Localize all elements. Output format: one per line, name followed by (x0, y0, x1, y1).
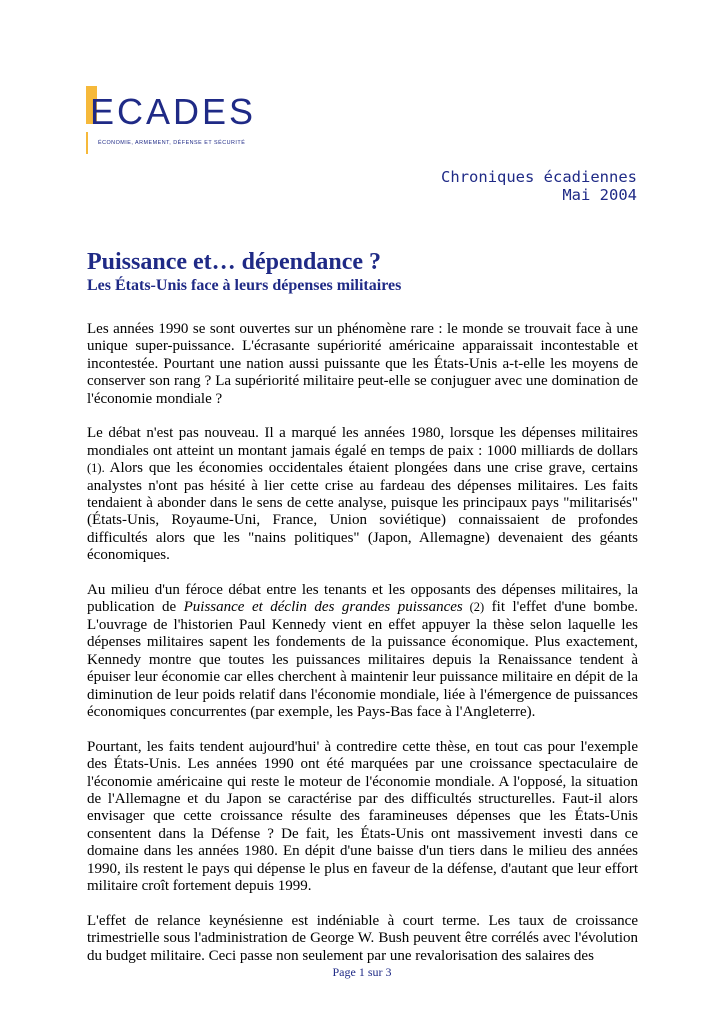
chronicle-date: Mai 2004 (562, 186, 637, 204)
paragraph-4: Pourtant, les faits tendent aujourd'hui' à contredire cette thèse, en tout cas pour l'exemple des États-Unis. Les années 1990 ont été marquées par une croissance spectaculaire de l'économie américaine qui reste le moteur de l'économie mondiale. A l'opposé, la situation de l'Allemagne et du Japon se caractérise par des difficultés structurelles. Faut-il alors envisager que cette croissance résulte des faramineuses dépenses que les États-Unis consentent dans la Défense ? De fait, les États-Unis ont massivement investi dans ce domaine dans les années 1980. En dépit d'une baisse d'un tiers dans le milieu des années 1990, ils restent le pays qui dépense le plus en faveur de la défense, d'autant que leur effort militaire croît fortement depuis 1999. (87, 738, 638, 894)
footnote-ref-1: (1). (87, 461, 105, 476)
paragraph-1: Les années 1990 se sont ouvertes sur un phénomène rare : le monde se trouvait face à une unique super-puissance. L'écrasante supériorité américaine apparaissait incontestable et incontestée. Pourtant une nation aussi puissante que les États-Unis a-t-elle les moyens de conserver son rang ? La supériorité militaire peut-elle se conjuguer avec une domination de l'économie mondiale ? (87, 321, 638, 407)
book-title: Puissance et déclin des grandes puissances (183, 599, 463, 616)
paragraph-3 (87, 582, 638, 721)
paragraph-2-text-b: Alors que les économies occidentales étaient plongées dans une crise grave, certains analystes n'ont pas hésité à lier cette crise au fardeau des dépenses militaires. Les faits tendaient à abonder dans le sens de cette analyse, puisque les principaux pays "militarisés" (États-Unis, Royaume-Uni, France, Union soviétique) connaissaient de profondes difficultés alors que les "nains politiques" (Japon, Allemagne) devenaient des géants économiques. (87, 460, 638, 564)
logo-wordmark: ECADES (90, 91, 257, 132)
article-subtitle: Les États-Unis face à leurs dépenses militaires (87, 277, 402, 294)
paragraph-2-text-a: Le débat n'est pas nouveau. Il a marqué les années 1980, lorsque les dépenses militaires mondiales ont atteint un montant jamais égalé en temps de paix : 1000 milliards de dollars (87, 425, 638, 459)
paragraph-3-text-b: fit l'effet d'une bombe. L'ouvrage de l'historien Paul Kennedy vient en effet appuyer la thèse selon laquelle les dépenses militaires sapent les fondements de la puissance économique. Plus exactement, Kennedy montre que toutes les puissances militaires depuis la Renaissance tendent à épuiser leur économie car elles cherchent à maintenir leur puissance militaire en dépit de la diminution de leur poids relatif dans l'économie mondiale, liée à l'émergence de puissances économiques concurrentes (par exemple, les Pays-Bas face à l'Angleterre). (87, 599, 638, 720)
article-title: Puissance et… dépendance ? (87, 249, 381, 275)
article-body (87, 321, 638, 982)
chronicle-series: Chroniques écadiennes (441, 168, 637, 186)
page-number: Page 1 sur 3 (332, 965, 392, 979)
logo-tagline: ÉCONOMIE, ARMEMENT, DÉFENSE ET SÉCURITÉ (98, 140, 246, 146)
paragraph-2 (87, 425, 638, 564)
footnote-ref-2: (2) (462, 600, 485, 615)
paragraph-3-text-a: Au milieu d'un féroce débat entre les tenants et les opposants des dépenses militaires, la publication de (87, 582, 638, 616)
paragraph-5: L'effet de relance keynésienne est indéniable à court terme. Les taux de croissance trimestrielle sous l'administration de George W. Bush peuvent être corrélés avec l'évolution du budget militaire. Ceci passe non seulement par une revalorisation des salaires des (87, 912, 638, 964)
logo-tag-rule (86, 132, 88, 154)
chronicle-header (441, 168, 637, 204)
ecades-logo (86, 86, 266, 156)
